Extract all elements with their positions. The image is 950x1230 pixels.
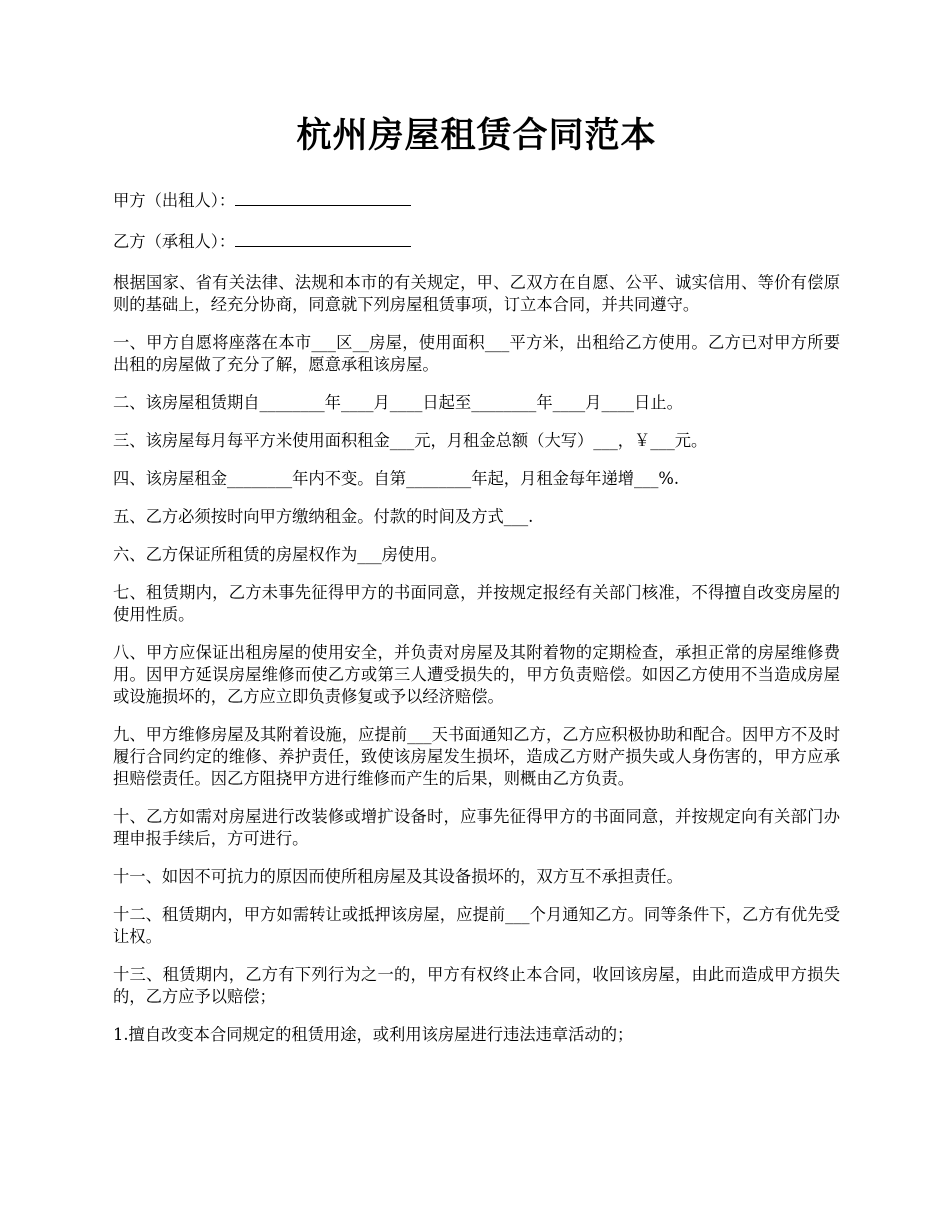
party-b-blank: [235, 231, 411, 247]
party-a-line: [113, 190, 840, 212]
clause-13: 十三、租赁期内，乙方有下列行为之一的，甲方有权终止本合同，收回该房屋，由此而造成甲方损失的，乙方应予以赔偿；: [113, 965, 840, 1006]
clause-6: 六、乙方保证所租赁的房屋权作为___房使用。: [113, 545, 447, 564]
clause-13-item-1: 1.擅自改变本合同规定的租赁用途，或利用该房屋进行违法违章活动的；: [113, 1025, 634, 1044]
clause-5: 五、乙方必须按时向甲方缴纳租金。付款的时间及方式___.: [113, 507, 534, 526]
clause-7: 七、租赁期内，乙方未事先征得甲方的书面同意，并按规定报经有关部门核准，不得擅自改变房屋的使用性质。: [113, 583, 840, 624]
party-a-blank: [235, 190, 411, 206]
clause-8: 八、甲方应保证出租房屋的使用安全，并负责对房屋及其附着物的定期检查，承担正常的房屋维修费用。因甲方延误房屋维修而使乙方或第三人遭受损失的，甲方负责赔偿。如因乙方使用不当造成房屋或设施损坏的，乙方应立即负责修复或予以经济赔偿。: [113, 643, 840, 706]
clause-4: 四、该房屋租金________年内不变。自第________年起，月租金每年递增___%.: [113, 469, 680, 488]
clause-12: 十二、租赁期内，甲方如需转让或抵押该房屋，应提前___个月通知乙方。同等条件下，乙方有优先受让权。: [113, 905, 840, 946]
party-a-label: 甲方（出租人）：: [113, 191, 236, 210]
clause-1: 一、甲方自愿将座落在本市___区__房屋，使用面积___平方米，出租给乙方使用。乙方已对甲方所要出租的房屋做了充分了解，愿意承租该房屋。: [113, 333, 840, 374]
clause-10: 十、乙方如需对房屋进行改装修或增扩设备时，应事先征得甲方的书面同意，并按规定向有关部门办理申报手续后，方可进行。: [113, 807, 840, 848]
party-b-label: 乙方（承租人）：: [113, 232, 236, 251]
clause-2: 二、该房屋租赁期自________年____月____日起至________年____月____日止。: [113, 393, 683, 412]
party-b-line: [113, 231, 840, 253]
contract-document: [113, 112, 840, 1062]
clause-11: 十一、如因不可抗力的原因而使所租房屋及其设备损坏的，双方互不承担责任。: [113, 867, 683, 886]
clause-3: 三、该房屋每月每平方米使用面积租金___元，月租金总额（大写）___，￥___元。: [113, 431, 708, 450]
clause-9: 九、甲方维修房屋及其附着设施，应提前___天书面通知乙方，乙方应积极协助和配合。因甲方不及时履行合同约定的维修、养护责任，致使该房屋发生损坏，造成乙方财产损失或人身伤害的，甲方应承担赔偿责任。因乙方阻挠甲方进行维修而产生的后果，则概由乙方负责。: [113, 725, 840, 788]
preamble-paragraph: 根据国家、省有关法律、法规和本市的有关规定，甲、乙双方在自愿、公平、诚实信用、等价有偿原则的基础上，经充分协商，同意就下列房屋租赁事项，订立本合同，并共同遵守。: [113, 273, 840, 314]
document-title: 杭州房屋租赁合同范本: [296, 115, 657, 156]
